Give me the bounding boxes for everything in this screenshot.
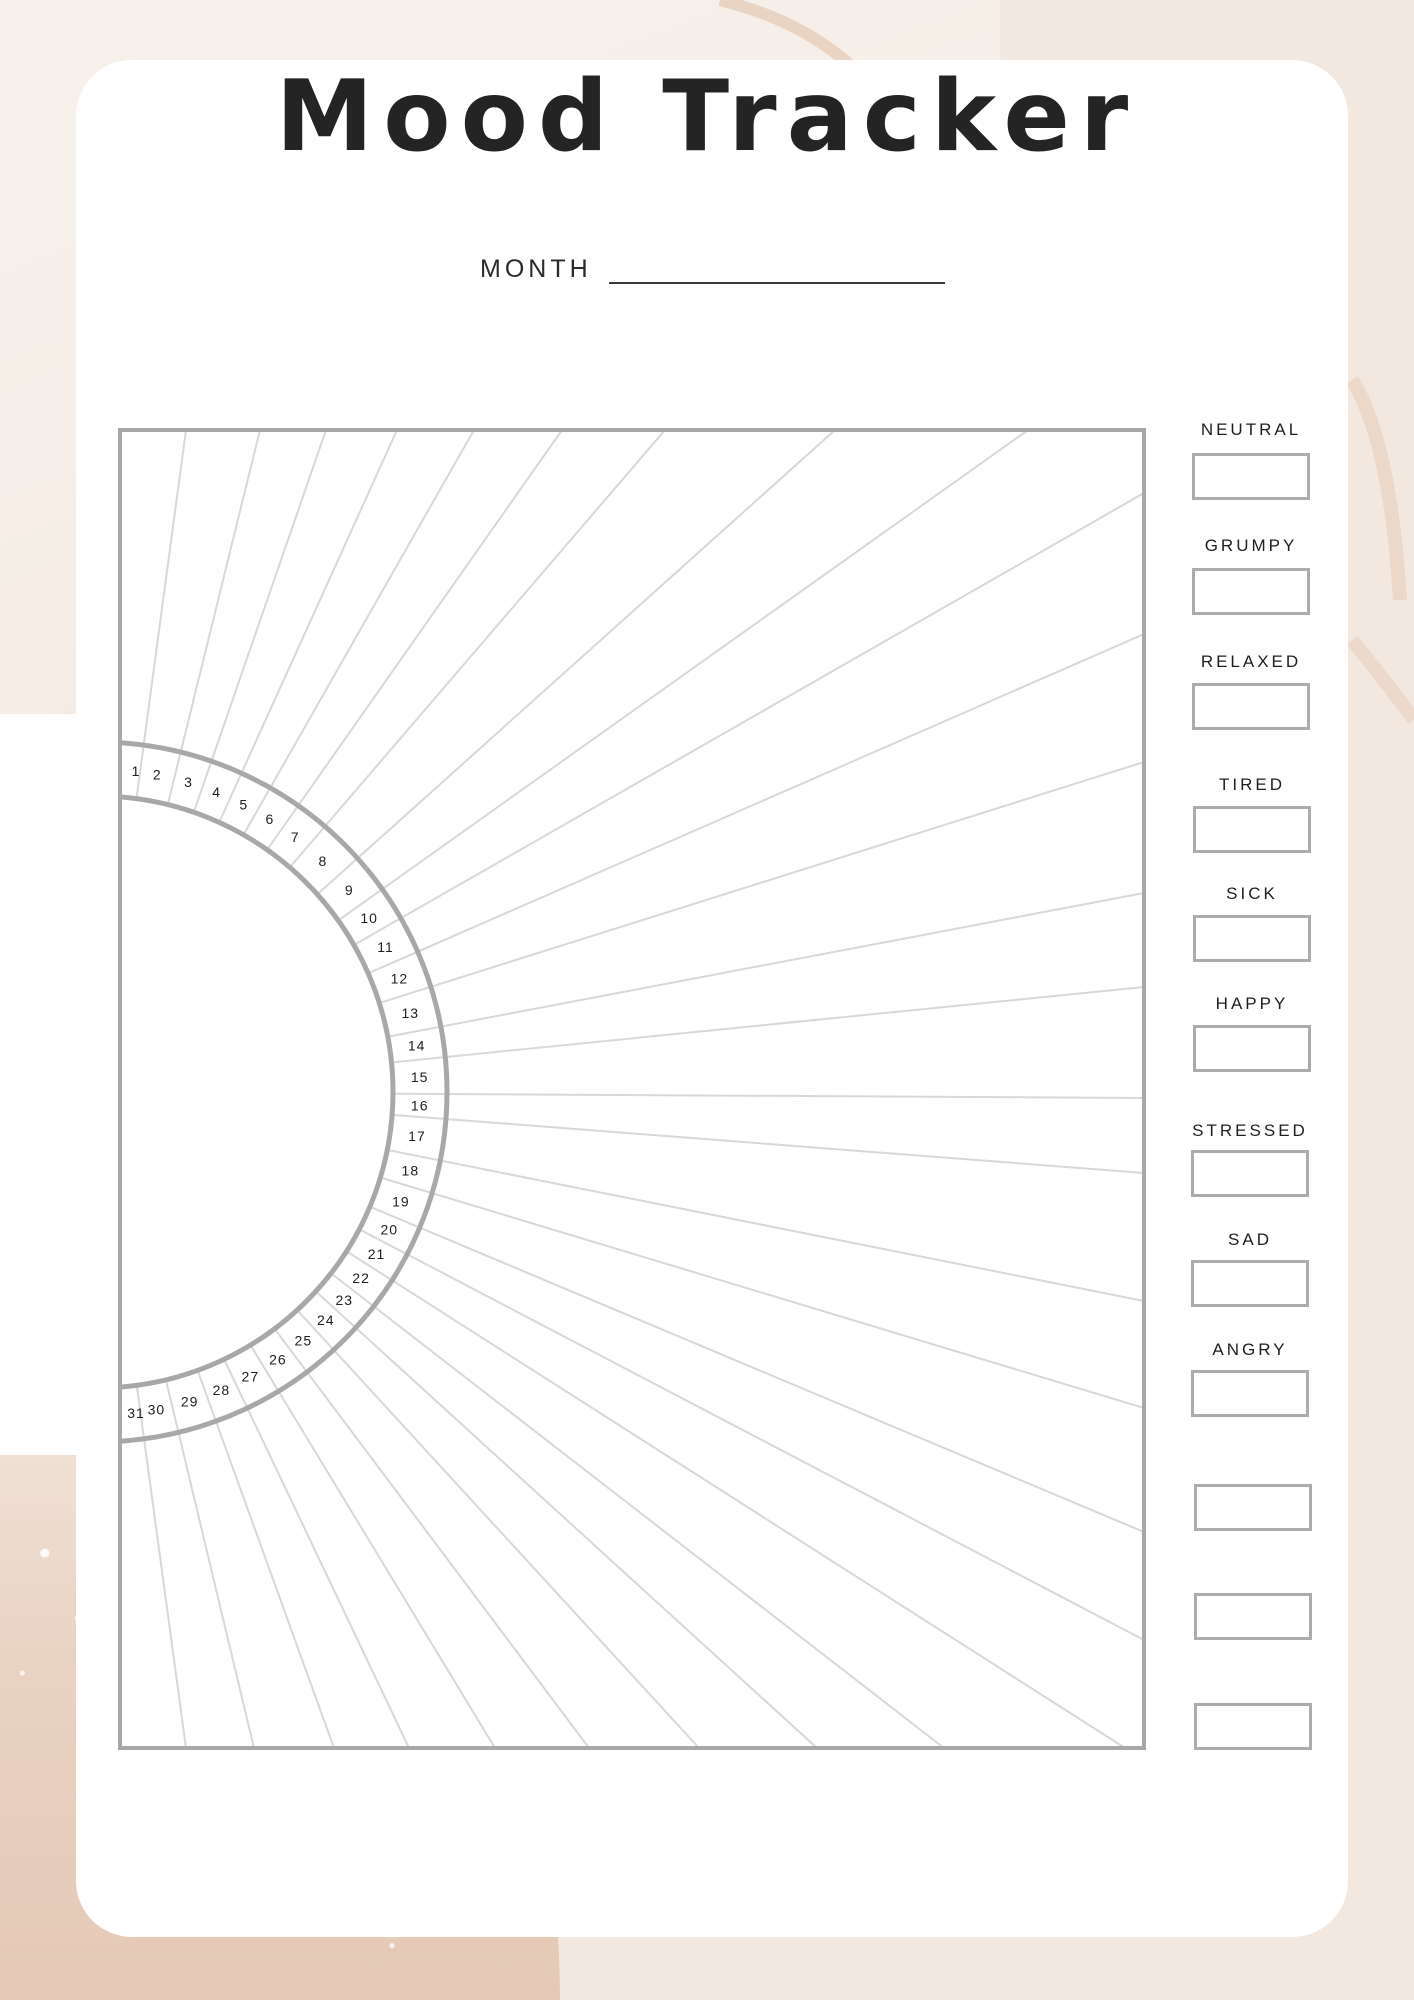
day-ray (275, 1329, 589, 1748)
day-label: 29 (180, 1393, 199, 1410)
legend-label-angry: ANGRY (1212, 1340, 1288, 1359)
day-ray (393, 1094, 1144, 1098)
day-ray (290, 430, 665, 870)
day-label: 14 (407, 1037, 426, 1054)
page-title: Mood Tracker (275, 60, 1139, 174)
day-ray (198, 1370, 334, 1748)
day-ray (379, 762, 1144, 1003)
day-label: 13 (401, 1005, 420, 1022)
day-label: 18 (401, 1162, 420, 1179)
day-label: 27 (241, 1368, 260, 1385)
day-label: 1 (131, 762, 141, 779)
day-ring (120, 743, 447, 1441)
legend-color-box-blank[interactable] (1194, 1484, 1312, 1531)
day-ray (317, 430, 835, 894)
day-label: 28 (212, 1382, 231, 1399)
day-label: 10 (360, 910, 378, 927)
day-label: 3 (184, 774, 193, 791)
day-label: 31 (127, 1405, 145, 1422)
day-label: 17 (408, 1128, 426, 1145)
legend-color-box-relaxed[interactable] (1192, 683, 1310, 730)
day-label: 12 (390, 970, 409, 987)
day-label: 20 (380, 1221, 399, 1238)
day-ray (267, 430, 562, 850)
legend-color-box-sad[interactable] (1191, 1260, 1309, 1307)
day-label: 30 (147, 1401, 166, 1418)
legend-label-sad: SAD (1228, 1230, 1272, 1249)
legend-label-stressed: STRESSED (1192, 1121, 1308, 1140)
day-label: 24 (317, 1311, 335, 1328)
day-ray (368, 634, 1144, 973)
day-label: 23 (335, 1291, 354, 1308)
legend-color-box-blank[interactable] (1194, 1703, 1312, 1750)
legend-color-box-tired[interactable] (1193, 806, 1311, 853)
day-label: 5 (239, 796, 249, 813)
day-ray (168, 430, 260, 805)
day-ray (359, 1229, 1144, 1640)
day-label: 21 (367, 1245, 386, 1262)
month-label: MONTH (480, 255, 592, 283)
day-ray (354, 493, 1144, 945)
day-ray (392, 1115, 1144, 1173)
day-ray (224, 1359, 409, 1748)
day-ray (251, 1345, 495, 1748)
day-label: 4 (212, 783, 221, 800)
legend-color-box-stressed[interactable] (1191, 1150, 1309, 1197)
day-label: 15 (410, 1068, 429, 1085)
day-ray (387, 1150, 1144, 1301)
day-label: 6 (265, 811, 275, 828)
legend-label-happy: HAPPY (1215, 994, 1289, 1013)
legend-color-box-grumpy[interactable] (1192, 568, 1310, 615)
day-label: 11 (377, 938, 394, 955)
day-ray (316, 1291, 817, 1748)
legend-color-box-happy[interactable] (1193, 1025, 1311, 1072)
day-ray (338, 430, 1028, 920)
legend-color-box-sick[interactable] (1193, 915, 1311, 962)
day-label: 2 (152, 766, 162, 783)
day-label: 8 (318, 853, 328, 870)
day-label: 7 (290, 828, 300, 845)
legend-color-box-blank[interactable] (1194, 1593, 1312, 1640)
day-ray (243, 430, 474, 835)
day-label: 25 (294, 1332, 313, 1349)
legend-label-sick: SICK (1226, 884, 1278, 903)
day-ray (392, 987, 1144, 1062)
day-ray (331, 1273, 944, 1748)
legend-color-box-neutral[interactable] (1192, 453, 1310, 500)
legend-label-tired: TIRED (1219, 775, 1285, 794)
legend-color-box-angry[interactable] (1191, 1370, 1309, 1417)
day-label: 22 (352, 1269, 370, 1286)
day-ray (367, 1207, 1144, 1532)
day-label: 16 (410, 1097, 429, 1114)
day-label: 9 (344, 882, 354, 899)
day-ray (380, 1178, 1144, 1408)
legend-label-neutral: NEUTRAL (1200, 420, 1302, 439)
legend-label-grumpy: GRUMPY (1204, 536, 1298, 555)
legend-label-relaxed: RELAXED (1200, 652, 1302, 671)
day-label: 19 (392, 1193, 410, 1210)
day-label: 26 (269, 1351, 287, 1368)
